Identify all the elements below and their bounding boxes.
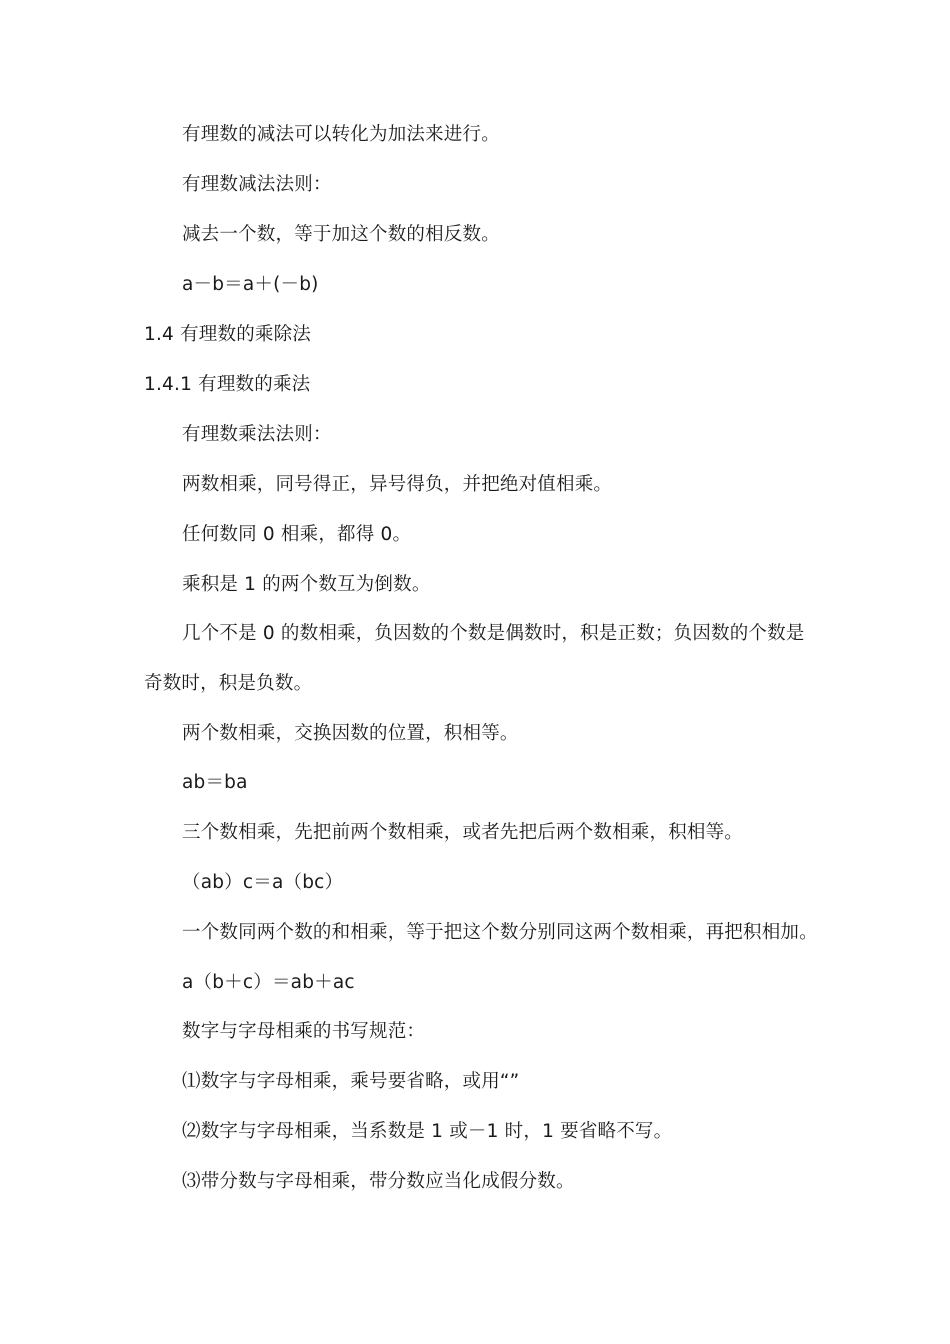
formula-distributive: a（b＋c）＝ab＋ac <box>182 972 355 993</box>
list-item-convention-3: ⑶带分数与字母相乘，带分数应当化成假分数。 <box>182 1171 575 1192</box>
paragraph-subtraction-rule: 减去一个数，等于加这个数的相反数。 <box>182 224 500 245</box>
paragraph-reciprocal: 乘积是 1 的两个数互为倒数。 <box>182 574 431 595</box>
paragraph-distributive: 一个数同两个数的和相乘，等于把这个数分别同这两个数相乘，再把积相加。 <box>182 922 818 943</box>
paragraph-multiply-by-zero: 任何数同 0 相乘，都得 0。 <box>182 524 412 545</box>
section-heading-1-4-1: 1.4.1 有理数的乘法 <box>144 374 311 395</box>
paragraph-multiplication-sign-rule: 两数相乘，同号得正，异号得负，并把绝对值相乘。 <box>182 474 613 495</box>
paragraph-multiple-factors-line1: 几个不是 0 的数相乘，负因数的个数是偶数时，积是正数；负因数的个数是 <box>182 623 805 644</box>
paragraph-commutative: 两个数相乘，交换因数的位置，积相等。 <box>182 723 519 744</box>
section-heading-1-4: 1.4 有理数的乘除法 <box>144 324 312 345</box>
list-item-convention-2: ⑵数字与字母相乘，当系数是 1 或－1 时，1 要省略不写。 <box>182 1121 673 1142</box>
paragraph-writing-conventions: 数字与字母相乘的书写规范： <box>182 1021 426 1042</box>
paragraph-multiple-factors-line2: 奇数时，积是负数。 <box>144 673 313 694</box>
formula-subtraction: a－b＝a＋(－b) <box>182 274 319 295</box>
paragraph-associative: 三个数相乘，先把前两个数相乘，或者先把后两个数相乘，积相等。 <box>182 822 744 843</box>
paragraph-subtraction-rule-heading: 有理数减法法则： <box>182 174 332 195</box>
formula-commutative: ab＝ba <box>182 772 248 793</box>
formula-associative: （ab）c＝a（bc） <box>182 872 344 893</box>
list-item-convention-1: ⑴数字与字母相乘，乘号要省略，或用“” <box>182 1071 520 1092</box>
paragraph-subtraction-intro: 有理数的减法可以转化为加法来进行。 <box>182 124 500 145</box>
paragraph-multiplication-rule-heading: 有理数乘法法则： <box>182 424 332 445</box>
